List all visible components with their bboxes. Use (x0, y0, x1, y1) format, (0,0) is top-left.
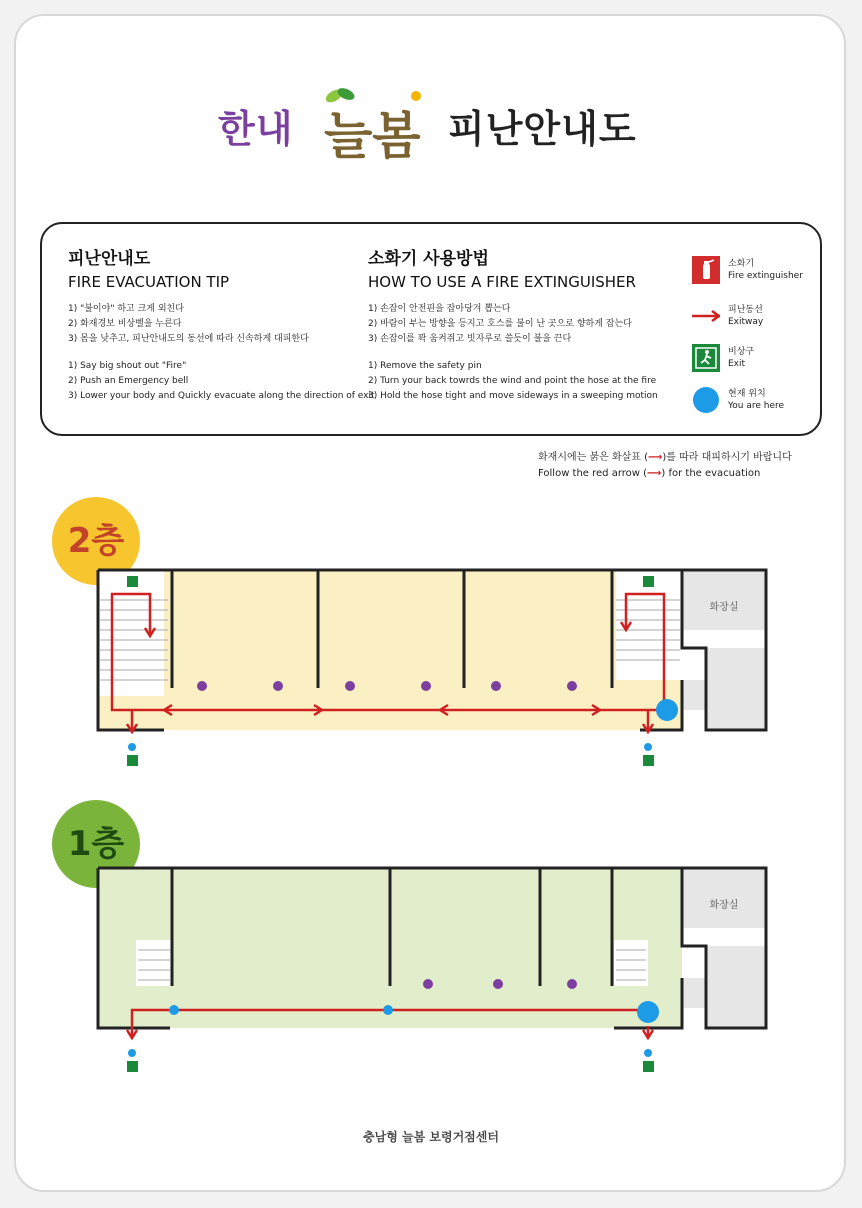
extinguisher-tip-line: 3) Hold the hose tight and move sideways in a sweeping motion (368, 391, 658, 401)
legend-item-exitway (692, 302, 812, 334)
fire-tip-column (68, 248, 375, 404)
floor-1-badge: 1층 (52, 800, 140, 888)
fire-tip-line: 1) Say big shout out "Fire" (68, 361, 187, 371)
legend-label-ko: 소화기 (728, 259, 755, 269)
legend-label-en: You are here (728, 401, 785, 411)
fire-tip-line: 1) "불이야" 하고 크게 외친다 (68, 304, 184, 314)
note-arrow-icon: ⟶ (647, 468, 662, 479)
logo-text: 늘봄 (324, 107, 421, 165)
extinguisher-tip-line: 1) 손잡이 안전핀을 잡아당겨 뽑는다 (368, 304, 511, 314)
extinguisher-tip-title-ko: 소화기 사용방법 (368, 249, 489, 269)
title-bar (0, 80, 862, 165)
legend-label-ko: 비상구 (728, 347, 755, 357)
restroom-1-label: 화장실 (709, 900, 739, 911)
extinguisher-icon (692, 256, 720, 284)
fire-tip-line: 3) 몸을 낮추고, 피난안내도의 동선에 따라 신속하게 대피한다 (68, 334, 309, 344)
legend-item-exit (692, 344, 812, 376)
footer-text: 충남형 늘봄 보령거점센터 (363, 1130, 499, 1144)
extinguisher-tip-column (368, 248, 658, 404)
legend-label-ko: 현재 위치 (728, 389, 766, 399)
red-arrow-icon (692, 302, 720, 330)
exit-icon (127, 1049, 654, 1072)
note-arrow-icon: ⟶ (648, 452, 663, 463)
legend-item-you-are-here (692, 386, 812, 418)
restroom-2-label: 화장실 (709, 602, 739, 613)
floor-2-plan (0, 560, 862, 780)
extinguisher-tip-line: 1) Remove the safety pin (368, 361, 482, 371)
blue-dot-icon (692, 386, 720, 414)
legend-label-en: Fire extinguisher (728, 271, 803, 281)
fire-tip-title-en: FIRE EVACUATION TIP (68, 273, 230, 291)
fire-tip-line: 3) Lower your body and Quickly evacuate along the direction of exit (68, 391, 375, 401)
legend-label-ko: 피난동선 (728, 305, 763, 315)
exit-icon (692, 344, 720, 372)
note-ko-after: )를 따라 대피하시기 바랍니다 (662, 452, 792, 463)
legend-item-extinguisher (692, 256, 812, 288)
title-left: 한내 (218, 107, 294, 151)
you-are-here-marker (656, 699, 678, 721)
extinguisher-tip-title-en: HOW TO USE A FIRE EXTINGUISHER (368, 273, 636, 291)
extinguisher-tip-line: 3) 손잡이를 꽉 움켜쥐고 빗자루로 쓸듯이 불을 끈다 (368, 334, 572, 344)
logo (312, 82, 432, 165)
note-en-before: Follow the red arrow ( (538, 468, 648, 479)
you-are-here-marker (637, 1001, 659, 1023)
fire-tip-line: 2) Push an Emergency bell (68, 376, 189, 386)
fire-tip-line: 2) 화재경보 비상벨을 누른다 (68, 319, 182, 329)
fire-tip-title-ko: 피난안내도 (68, 249, 151, 269)
note-ko-before: 화재시에는 붉은 화살표 ( (538, 452, 649, 463)
extinguisher-tip-line: 2) Turn your back towrds the wind and point the hose at the fire (368, 376, 657, 386)
extinguisher-tip-line: 2) 바람이 부는 방향을 등지고 호스를 불이 난 곳으로 향하게 잡는다 (368, 319, 632, 329)
title-right: 피난안내도 (448, 107, 637, 151)
floor-1-plan (0, 860, 862, 1090)
restroom-2 (682, 570, 766, 630)
note-en-after: ) for the evacuation (661, 468, 761, 479)
floor-2-badge: 2층 (52, 497, 140, 585)
legend-label-en: Exit (728, 359, 746, 369)
evacuation-note (538, 450, 792, 482)
restroom-1 (682, 868, 766, 928)
legend-label-en: Exitway (728, 317, 764, 327)
tips-box (40, 222, 822, 436)
